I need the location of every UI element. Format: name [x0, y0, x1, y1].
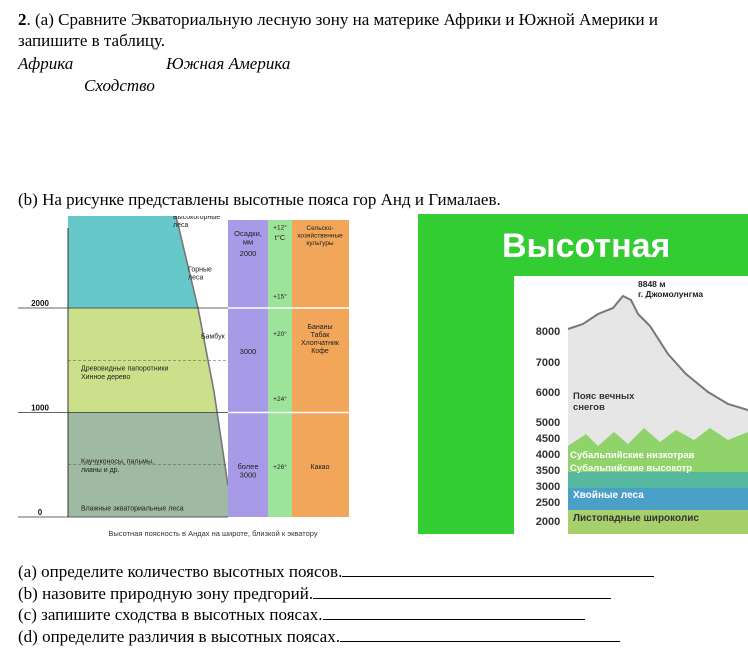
andes-zone-label-5: Высокогорные леса — [173, 216, 221, 230]
andes-temp-header: t°C — [274, 233, 286, 242]
andes-temp-5: +15° — [273, 293, 287, 301]
andes-crop-3: Какао — [310, 463, 330, 471]
question-b-text: (b) назовите природную зону предгорий. — [18, 584, 314, 603]
himalaya-diagram — [418, 214, 748, 534]
question-a-text: (a) определите количество высотных поясов. — [18, 562, 343, 581]
andes-zone-label-10: Влажные экваториальные леса — [81, 505, 184, 513]
answer-d-line[interactable] — [340, 627, 620, 642]
task-number: 2 — [18, 10, 27, 29]
hima-ytick-8: 2500 — [535, 497, 561, 509]
andes-ytick-5: 0 — [37, 508, 43, 517]
col-south-america: Южная Америка — [166, 54, 291, 73]
hima-band-high-grass — [568, 472, 748, 488]
andes-temp-6: +20° — [273, 331, 287, 339]
question-d-text: (d) определите различия в высотных поясах. — [18, 627, 340, 646]
andes-crop-2: Бананы Табак Хлопчатник Кофе — [301, 323, 339, 356]
hima-zone-label-3: Хвойные леса — [573, 490, 644, 501]
andes-column-2 — [292, 220, 349, 517]
hima-ytick-9: 2000 — [535, 516, 561, 528]
andes-precip-5: 3000 — [239, 346, 257, 356]
question-b — [18, 584, 611, 604]
task-part-b: (b) На рисунке представлены высотные пояса гор Анд и Гималаев. — [18, 190, 501, 209]
task-part-a: . (a) Сравните Экваториальную лесную зону на материке Африки и Южной Америки и — [26, 10, 658, 29]
hima-ytick-0: 8000 — [535, 326, 561, 338]
hima-ytick-2: 6000 — [535, 387, 561, 399]
andes-diagram — [18, 216, 364, 546]
hima-zone-label-2: Субальпийские высокотр — [570, 463, 693, 474]
hima-ytick-5: 4000 — [535, 449, 561, 461]
andes-precip-6: более 3000 — [237, 461, 259, 480]
hima-ytick-3: 5000 — [535, 417, 561, 429]
andes-zone-label-6: Горные леса — [188, 266, 212, 282]
hima-ytick-1: 7000 — [535, 357, 561, 369]
question-d — [18, 627, 620, 647]
hima-zone-label-0: Пояс вечных снегов — [573, 391, 635, 413]
hima-ytick-6: 3500 — [535, 465, 561, 477]
hima-zone-label-4: Листопадные широколис — [573, 513, 699, 524]
row-similarity: Сходство — [84, 76, 155, 95]
andes-column-1 — [268, 220, 292, 517]
question-c — [18, 605, 585, 625]
question-c-text: (c) запишите сходства в высотных поясах. — [18, 605, 323, 624]
andes-zone-label-8: Древовидные папоротники Хинное дерево — [81, 365, 169, 381]
andes-temp-8: +26° — [273, 463, 287, 471]
andes-crops-header: Сельско-хозяйственные культуры — [297, 225, 343, 247]
answer-b-line[interactable] — [313, 584, 611, 599]
andes-caption: Высотная поясность в Андах на широте, близкой к экватору — [108, 529, 318, 538]
hima-ytick-7: 3000 — [535, 481, 561, 493]
hima-ytick-4: 4500 — [535, 433, 561, 445]
task-line-2: запишите в таблицу. — [18, 31, 166, 50]
himalaya-figure — [418, 214, 748, 534]
andes-zone-label-9: Каучуконосы, пальмы, лианы и др. — [81, 458, 154, 474]
hima-zone-label-1: Субальпийские низкотрав — [570, 450, 695, 461]
answer-a-line[interactable] — [342, 562, 654, 577]
andes-temp-4: +12° — [273, 224, 287, 232]
andes-temp-7: +24° — [273, 396, 287, 404]
andes-precip-header: Осадки, мм — [234, 229, 262, 247]
andes-ytick-3: 2000 — [31, 299, 49, 308]
hima-peak-label: 8848 м г. Джомолунгма — [638, 279, 704, 299]
andes-figure — [18, 216, 364, 546]
andes-zone-label-7: Бамбук — [201, 333, 225, 341]
col-africa: Африка — [18, 54, 74, 73]
andes-ytick-4: 1000 — [31, 403, 49, 413]
question-a — [18, 562, 654, 582]
andes-precip-4: 2000 — [239, 248, 257, 258]
hima-title: Высотная — [502, 227, 671, 265]
task-line-1 — [18, 10, 658, 30]
answer-c-line[interactable] — [323, 605, 585, 620]
